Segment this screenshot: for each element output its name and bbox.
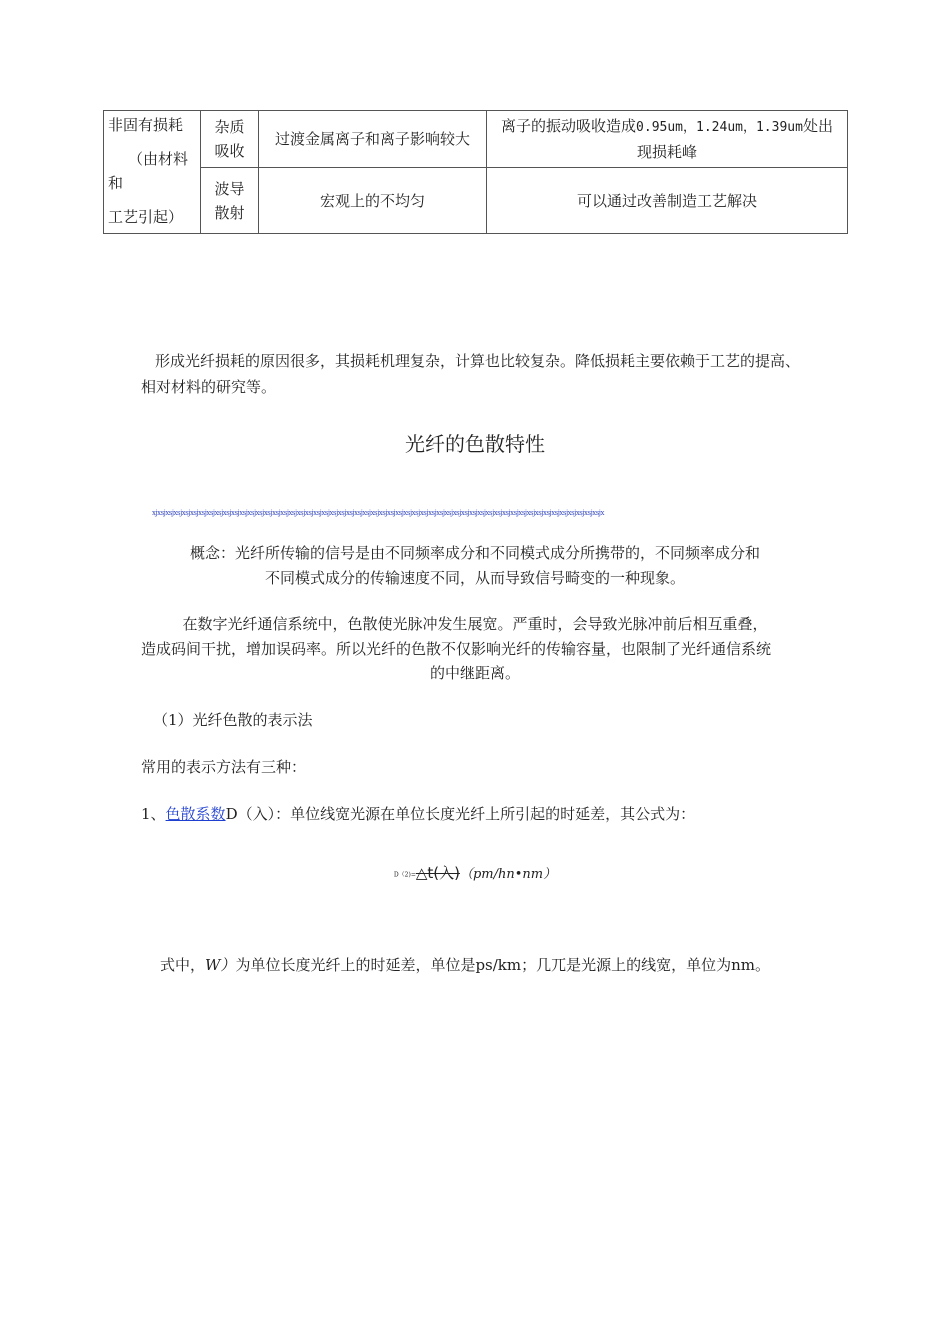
sub-category-cell bbox=[201, 168, 259, 234]
intro-line: 形成光纤损耗的原因很多，其损耗机理复杂，计算也比较复杂。降低损耗主要依赖于工艺的提高、 bbox=[155, 352, 801, 370]
dispersion-coefficient-link[interactable]: 色散系数 bbox=[165, 805, 226, 823]
main-category-line: 和 bbox=[108, 174, 124, 192]
main-category-line: （由材料 bbox=[128, 150, 189, 168]
sub-category-cell bbox=[201, 111, 259, 168]
formula-lhs: D（2)= bbox=[393, 871, 416, 879]
effect-text: 离子的振动吸收造成 bbox=[501, 117, 637, 135]
cause-text: 过渡金属离子和离子影响较大 bbox=[274, 130, 470, 148]
effect-text: 可以通过改善制造工艺解决 bbox=[576, 191, 757, 210]
formula-main: △t(入) bbox=[415, 864, 460, 882]
main-category-line: 工艺引起） bbox=[108, 208, 184, 226]
item-1 bbox=[141, 801, 695, 827]
note-prefix: 式中， bbox=[160, 956, 206, 974]
cause-cell bbox=[259, 111, 487, 168]
note-variable: W） bbox=[205, 956, 236, 974]
formula-note bbox=[160, 952, 770, 978]
main-category-cell bbox=[104, 111, 201, 234]
item-1-text: D（入）：单位线宽光源在单位长度光纤上所引起的时延差，其公式为： bbox=[225, 805, 696, 823]
loss-table bbox=[103, 110, 848, 234]
item-1-prefix: 1、 bbox=[141, 805, 166, 823]
formula-unit: （pm/hn•nm） bbox=[459, 867, 557, 882]
effect-text: 现损耗峰 bbox=[636, 143, 697, 161]
sub-category-line: 吸收 bbox=[214, 142, 245, 160]
sub-category-line: 波导 bbox=[214, 179, 245, 198]
effect-cell bbox=[487, 111, 848, 168]
intro-line: 相对材料的研究等。 bbox=[141, 378, 277, 396]
effect-text: 处出 bbox=[802, 117, 833, 135]
sub-category-line: 散射 bbox=[214, 203, 245, 222]
digital-line: 造成码间干扰，增加误码率。所以光纤的色散不仅影响光纤的传输容量，也限制了光纤通信系统 bbox=[141, 640, 772, 658]
cause-text: 宏观上的不均匀 bbox=[319, 191, 425, 210]
concept-line: 不同模式成分的传输速度不同，从而导致信号畸变的一种现象。 bbox=[264, 569, 685, 587]
subsection-title: （1）光纤色散的表示法 bbox=[153, 711, 313, 729]
concept-line: 概念：光纤所传输的信号是由不同频率成分和不同模式成分所携带的，不同频率成分和 bbox=[189, 544, 760, 562]
cause-cell bbox=[259, 168, 487, 234]
dispersion-formula bbox=[0, 862, 950, 883]
wavelength-values: 0.95um，1.24um，1.39um bbox=[636, 120, 803, 135]
note-text: 为单位长度光纤上的时延差，单位是ps/km；几兀是光源上的线宽，单位为nm。 bbox=[235, 956, 770, 974]
section-heading: 光纤的色散特性 bbox=[405, 432, 545, 456]
effect-cell bbox=[487, 168, 848, 234]
sub-category-line: 杂质 bbox=[214, 118, 245, 136]
digital-line: 在数字光纤通信系统中，色散使光脉冲发生展宽。严重时，会导致光脉冲前后相互重叠， bbox=[182, 615, 768, 633]
methods-intro: 常用的表示方法有三种： bbox=[141, 758, 307, 776]
main-category-line: 非固有损耗 bbox=[108, 116, 184, 134]
digital-line: 的中继距离。 bbox=[429, 664, 520, 682]
watermark-text: xjxsjxsjxsjxsjxsjxsjxsjxsjxsjxsjxsjxsjxsjxsjxsjxsjxsjxsjxsjxsjxsjxsjxsjxsjxsjxsjxsjxsjxsjxsjxsjxsjxsjxsjxsjxsjxsjxsjxsjxsjxsjxsjxsjxsjxsjxsjxsjxsjxsjxsjxsjxsjxsjxsjx bbox=[152, 509, 604, 517]
